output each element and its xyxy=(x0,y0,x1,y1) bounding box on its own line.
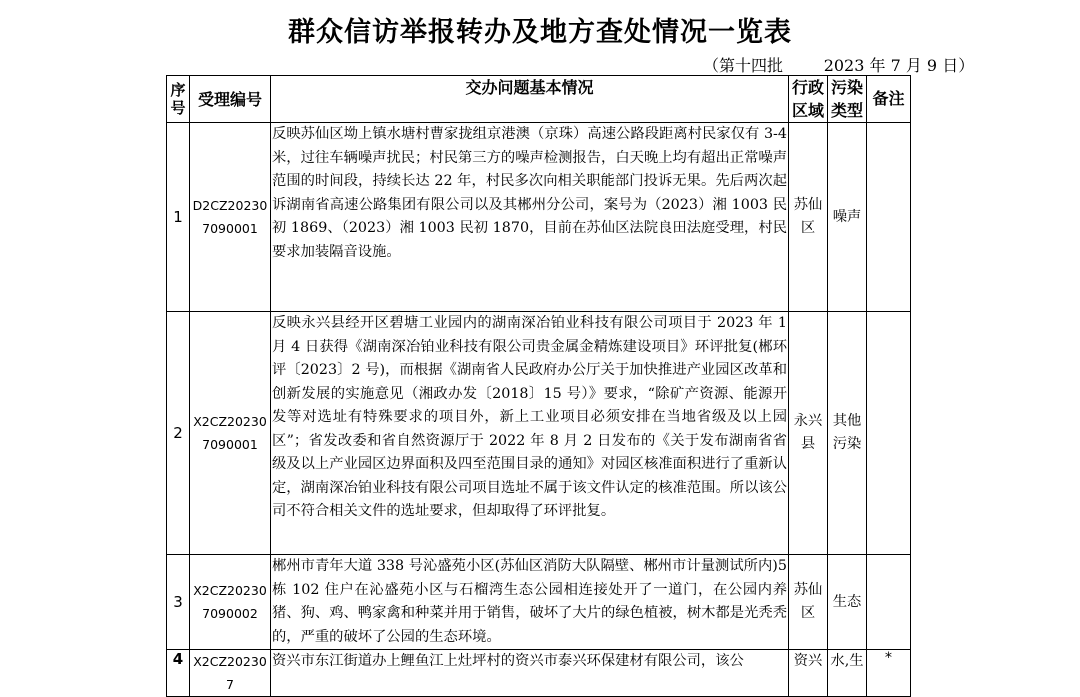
row-region: 永兴县 xyxy=(789,312,828,555)
header-note: 备注 xyxy=(867,76,911,123)
table-row xyxy=(167,555,911,650)
row-desc: 资兴市东江街道办上鲤鱼江上灶坪村的资兴市泰兴环保建材有限公司，该公 xyxy=(271,650,789,697)
row-desc: 反映永兴县经开区碧塘工业园内的湖南深冶铂业科技有限公司项目于 2023 年 1 月 4 日获得《湖南深冶铂业科技有限公司贵金属金精炼建设项目》环评批复(郴环评〔2023〕2 号)，而根据《湖南省人民政府办公厅关于加快推进产业园区改革和创新发展的实施意见（湘政办发〔2018〕15 号）》要求，“除矿产资源、能源开发等对选址有特殊要求的项目外，新上工业项目必须安排在当地省级及以上园区”；省发改委和省自然资源厅于 2022 年 8 月 2 日发布的《关于发布湖南省省级及以上产业园区边界面积及四至范围目录的通知》对园区核准面积进行了重新认定，湖南深冶铂业科技有限公司项目选址不属于该文件认定的核准范围。所以该公司不符合相关文件的选址要求，但却取得了环评批复。 xyxy=(271,312,789,555)
table-row xyxy=(167,123,911,312)
row-note xyxy=(867,312,911,555)
row-id: D2CZ202307090001 xyxy=(190,123,271,312)
row-type: 其他污染 xyxy=(828,312,867,555)
row-seq: 4 xyxy=(167,650,190,697)
row-desc: 郴州市青年大道 338 号沁盛苑小区(苏仙区消防大队隔壁、郴州市计量测试所内)5 栋 102 住户在沁盛苑小区与石榴湾生态公园相连接处开了一道门，在公园内养猪、狗、鸡、鸭家禽和种菜并用于销售，破坏了大片的绿色植被，树木都是光秃秃的，严重的破坏了公园的生态环境。 xyxy=(271,555,789,650)
row-id: X2CZ202307090002 xyxy=(190,555,271,650)
table-row xyxy=(167,312,911,555)
row-type: 生态 xyxy=(828,555,867,650)
table-header-row xyxy=(167,76,911,123)
row-type: 水,生 xyxy=(828,650,867,697)
row-region: 资兴 xyxy=(789,650,828,697)
batch-date-subtitle: （第十四批 2023 年 7 月 9 日） xyxy=(703,56,975,75)
header-region: 行政区域 xyxy=(789,76,828,123)
row-note xyxy=(867,555,911,650)
row-type: 噪声 xyxy=(828,123,867,312)
row-region: 苏仙区 xyxy=(789,555,828,650)
row-desc: 反映苏仙区坳上镇水塘村曹家拢组京港澳（京珠）高速公路段距离村民家仅有 3-4 米，过往车辆噪声扰民；村民第三方的噪声检测报告，白天晚上均有超出正常噪声范围的时间段，持续长达 22 年，村民多次向相关职能部门投诉无果。先后两次起诉湖南省高速公路集团有限公司以及其郴州分公司，案号为（2023）湘 1003 民初 1869、（2023）湘 1003 民初 1870，目前在苏仙区法院良田法庭受理，村民要求加装隔音设施。 xyxy=(271,123,789,312)
row-seq: 1 xyxy=(167,123,190,312)
header-type: 污染类型 xyxy=(828,76,867,123)
header-id: 受理编号 xyxy=(190,76,271,123)
document-title: 群众信访举报转办及地方查处情况一览表 xyxy=(288,17,792,48)
row-id: X2CZ202307090001 xyxy=(190,312,271,555)
row-seq: 3 xyxy=(167,555,190,650)
row-note xyxy=(867,123,911,312)
header-desc: 交办问题基本情况 xyxy=(271,76,789,123)
petition-table xyxy=(166,75,911,697)
row-region: 苏仙区 xyxy=(789,123,828,312)
row-note: * xyxy=(867,650,911,697)
row-id: X2CZ202307 xyxy=(190,650,271,697)
table-row xyxy=(167,650,911,697)
row-seq: 2 xyxy=(167,312,190,555)
header-seq: 序号 xyxy=(167,76,190,123)
